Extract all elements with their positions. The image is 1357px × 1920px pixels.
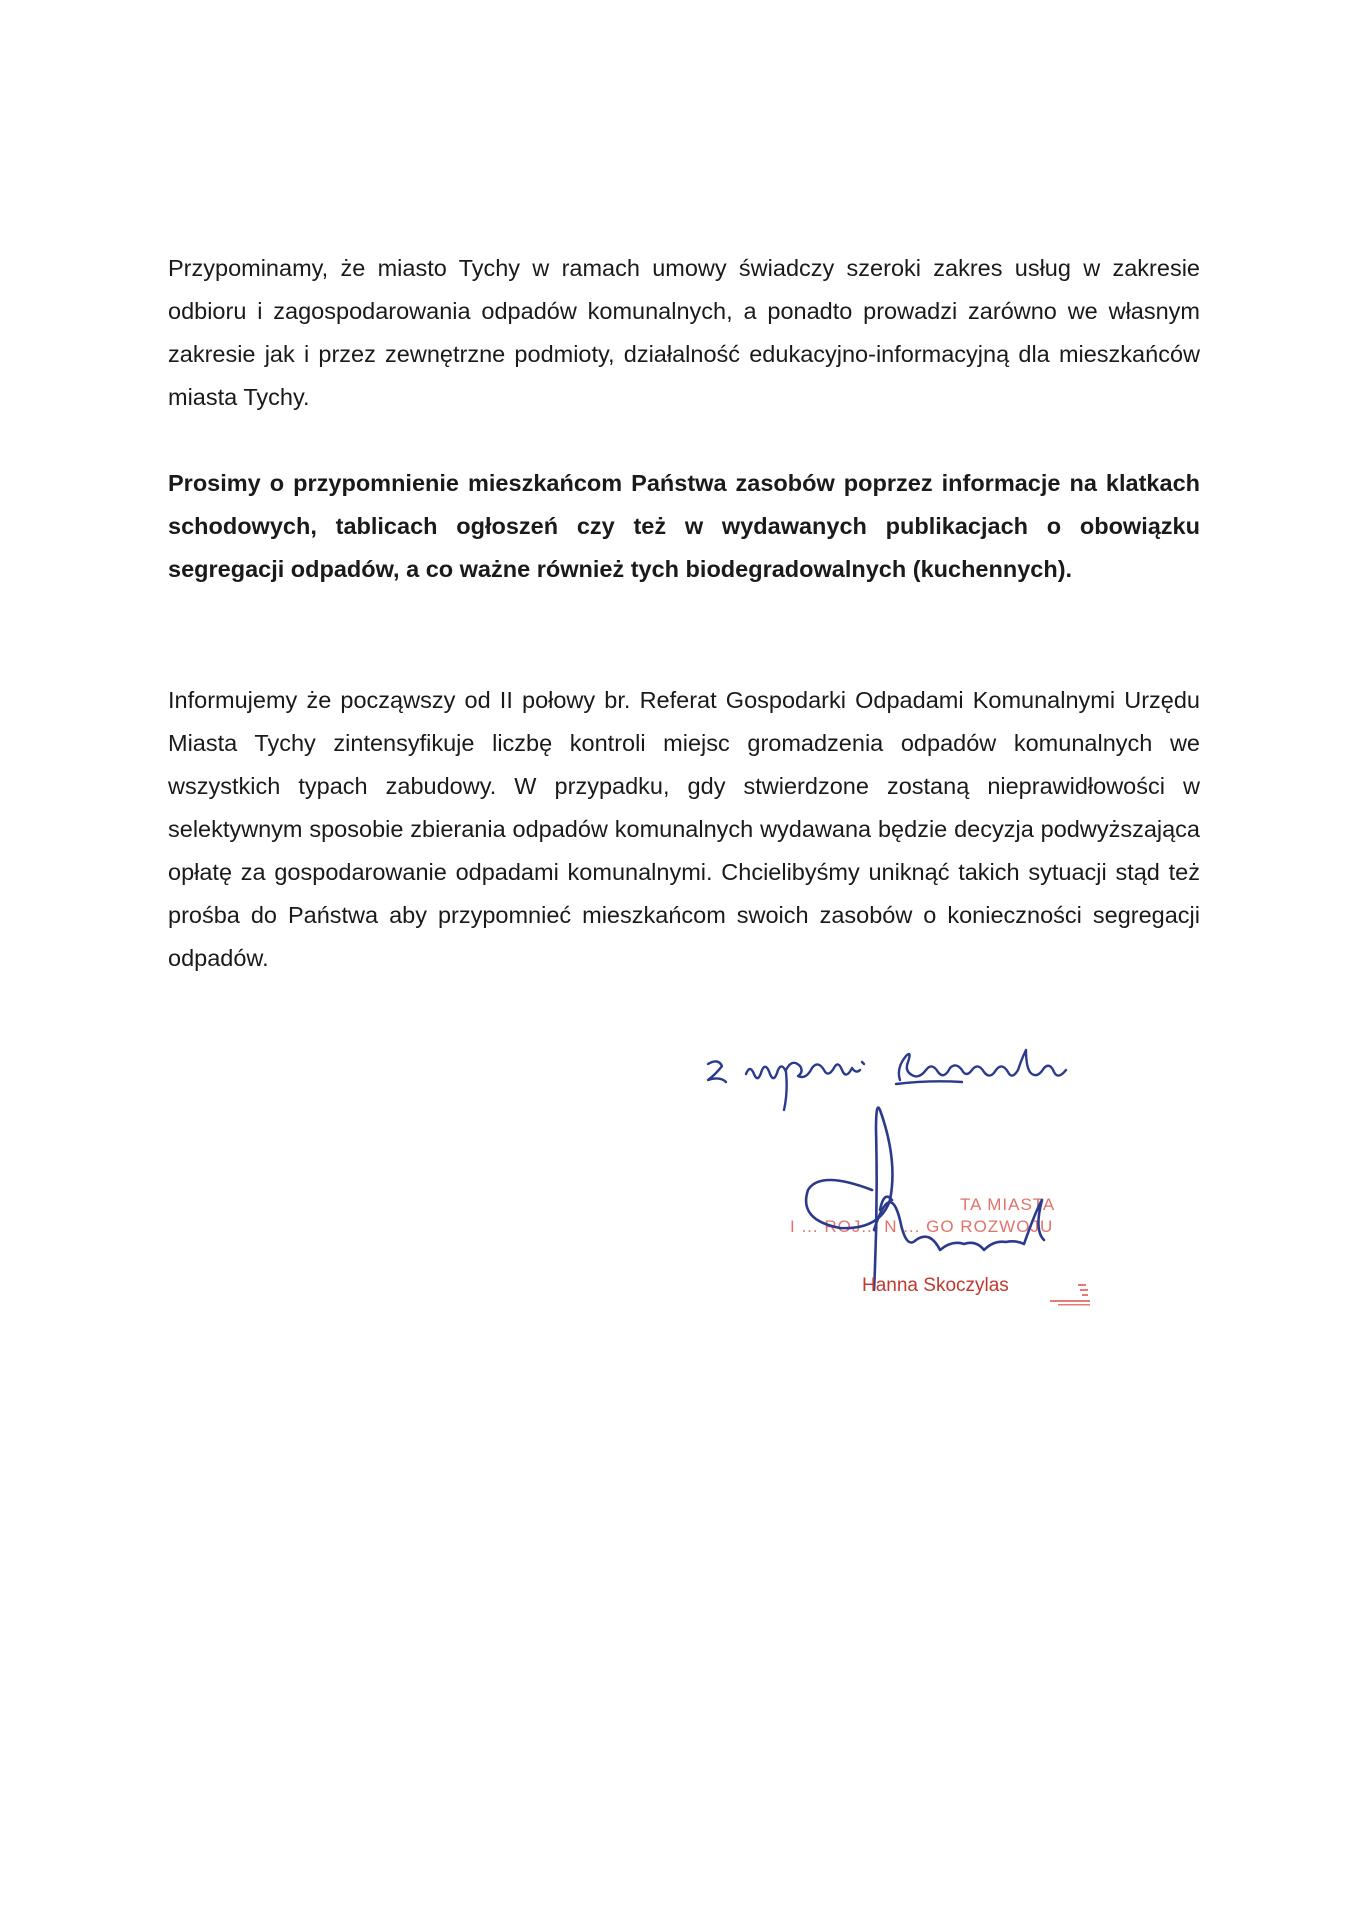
- paragraph-request: Prosimy o przypomnienie mieszkańcom Państwa zasobów poprzez informacje na klatkach schodowych, tablicach ogłoszeń czy też w wydawanych publikacjach o obowiązku segregacji odpadów, a co ważne również tych biodegradowalnych (kuchennych).: [168, 470, 1200, 582]
- stamp-mark-icon: [1048, 1282, 1094, 1308]
- paragraph-reminder: Przypominamy, że miasto Tychy w ramach umowy świadczy szeroki zakres usług w zakresie odbioru i zagospodarowania odpadów komunalnych, a ponadto prowadzi zarówno we własnym zakresie jak i przez zewnętrzne podmioty, działalność edukacyjno-informacyjną dla mieszkańców miasta Tychy.: [168, 255, 1200, 410]
- paragraph-inspection-notice: Informujemy że począwszy od II połowy br. Referat Gospodarki Odpadami Komunalnymi Urzędu Miasta Tychy zintensyfikuje liczbę kontroli miejsc gromadzenia odpadów komunalnych we wszystkich typach zabudowy. W przypadku, gdy stwierdzone zostaną nieprawidłowości w selektywnym sposobie zbierania odpadów komunalnych wydawana będzie decyzja podwyższająca opłatę za gospodarowanie odpadami komunalnymi. Chcielibyśmy uniknąć takich sytuacji stąd też prośba do Państwa aby przypomnieć mieszkańcom swoich zasobów o konieczności segregacji odpadów.: [168, 687, 1200, 971]
- stamp-line-2: I ... ROJ... N ... GO ROZWOJU: [790, 1217, 1054, 1236]
- stamp-line-1: TA MIASTA: [960, 1195, 1056, 1214]
- signer-name: Hanna Skoczylas: [862, 1275, 1009, 1296]
